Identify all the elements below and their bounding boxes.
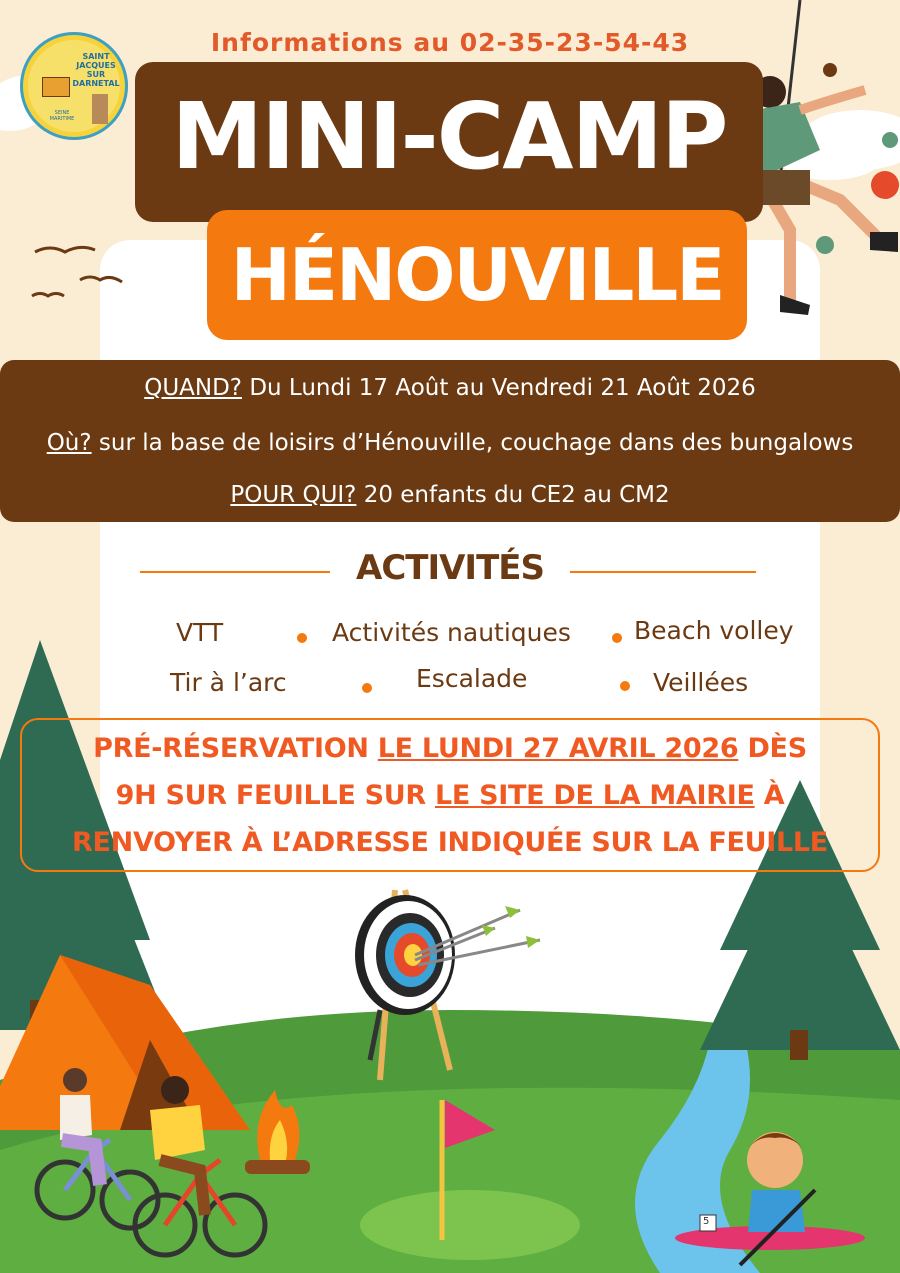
who-label: POUR QUI? <box>230 482 357 508</box>
activity-item: Activités nautiques <box>332 618 571 647</box>
reservation-text: PRÉ-RÉSERVATION <box>93 733 378 764</box>
logo-line: SEINE <box>54 110 70 116</box>
logo-line: MARITIME <box>49 116 75 122</box>
who-row <box>0 482 900 508</box>
who-text: 20 enfants du CE2 au CM2 <box>356 482 670 508</box>
bullet-icon <box>297 633 307 643</box>
church-icon <box>92 94 108 124</box>
reservation-line-1 <box>20 733 880 764</box>
where-text: sur la base de loisirs d’Hénouville, couchage dans des bungalows <box>91 430 854 456</box>
reservation-text: DÈS <box>738 733 807 764</box>
reservation-text: À <box>754 780 785 811</box>
activities-title: ACTIVITÉS <box>356 548 544 588</box>
info-phone: Informations au 02-35-23-54-43 <box>210 28 690 57</box>
when-row <box>0 375 900 401</box>
activity-item: VTT <box>176 618 224 647</box>
logo-line: DARNETAL <box>72 79 120 88</box>
activity-item: Veillées <box>653 668 749 697</box>
logo-text <box>70 52 122 88</box>
where-label: Où? <box>46 430 92 456</box>
logo-subtext <box>42 110 82 122</box>
reservation-line-2 <box>20 780 880 811</box>
page-subtitle: HÉNOUVILLE <box>230 233 724 317</box>
mairie-link[interactable]: LE SITE DE LA MAIRIE <box>434 780 755 811</box>
bullet-icon <box>362 683 372 693</box>
logo-line: SAINT <box>82 52 110 61</box>
activity-item: Tir à l’arc <box>170 668 287 697</box>
where-row <box>0 430 900 456</box>
bullet-icon <box>620 681 630 691</box>
activity-item: Beach volley <box>634 616 794 645</box>
reservation-text: 9H SUR FEUILLE SUR <box>115 780 435 811</box>
reservation-line-3: RENVOYER À L’ADRESSE INDIQUÉE SUR LA FEUILLE <box>72 827 828 858</box>
when-text: Du Lundi 17 Août au Vendredi 21 Août 2026 <box>242 375 756 401</box>
logo-line: JACQUES <box>76 61 116 70</box>
logo-line: SUR <box>86 70 106 79</box>
activity-item: Escalade <box>416 664 528 693</box>
details-panel <box>0 360 900 522</box>
page-title: MINI-CAMP <box>171 83 727 190</box>
reservation-date: LE LUNDI 27 AVRIL 2026 <box>377 733 739 764</box>
when-label: QUAND? <box>144 375 243 401</box>
bullet-icon <box>612 633 622 643</box>
shell-icon <box>42 77 70 97</box>
kayak-number: 5 <box>703 1216 710 1227</box>
